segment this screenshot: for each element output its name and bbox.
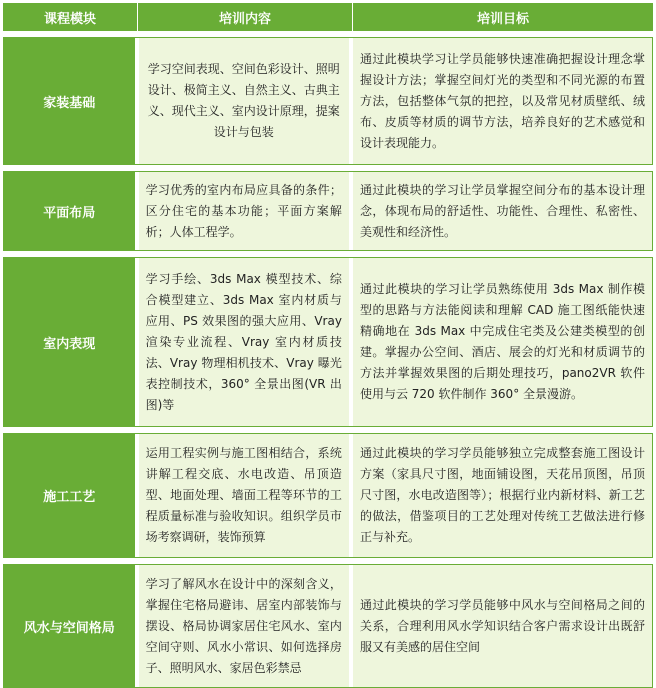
- curriculum-table: [3, 3, 653, 688]
- table-row: [3, 257, 653, 427]
- content-cell: [139, 38, 353, 164]
- goal-text: 通过此模块的学习学员能够中风水与空间格局之间的关系，合理利用风水学知识结合客户需求设计出既舒服又有美感的居住空间: [359, 597, 645, 654]
- content-text: 运用工程实例与施工图相结合，系统讲解工程交底、水电改造、吊顶造型、地面处理、墙面工程等环节的工程质量标准与验收知识。组织学员市场考察调研，装饰预算: [145, 446, 342, 544]
- table-row: [3, 171, 653, 251]
- content-cell: [139, 565, 353, 687]
- module-cell: 平面布局: [4, 172, 139, 250]
- goal-text: 通过此模块的学习学员能够独立完成整套施工图设计方案（家具尺寸图，地面铺设图，天花吊顶图，吊顶尺寸图，水电改造图等）；根据行业内新材料、新工艺的做法，借鉴项目的工艺处理对传统工艺做法进行修正与补充。: [359, 446, 645, 544]
- module-cell: 施工工艺: [4, 434, 139, 557]
- table-row: [3, 433, 653, 558]
- goal-cell: [353, 258, 652, 426]
- goal-text: 通过此模块的学习让学员熟练使用 3ds Max 制作模型的思路与方法能阅读和理解 CAD 施工图纸能快速精确地在 3ds Max 中完成住宅类及公建类模型的创建。掌握办公空间、酒店、展会的灯光和材质调节的方法并掌握效果图的后期处理技巧，pano2VR 软件使用与云 720 软件制作 360° 全景漫游。: [359, 282, 645, 401]
- goal-cell: [353, 38, 652, 164]
- header-module: 课程模块: [3, 3, 138, 31]
- content-cell: [139, 434, 353, 557]
- module-cell: 室内表现: [4, 258, 139, 426]
- goal-text: 通过此模块学习让学员能够快速准确把握设计理念掌握设计方法；掌握空间灯光的类型和不同光源的布置方法，包括整体气氛的把控，以及常见材质壁纸、绒布、皮质等材质的调节方法，培养良好的艺术感觉和设计表现能力。: [359, 51, 645, 150]
- content-cell: [139, 258, 353, 426]
- content-text: 学习了解风水在设计中的深刻含义，掌握住宅格局避讳、居室内部装饰与摆设、格局协调家居住宅风水、室内空间守则、风水小常识、如何选择房子、照明风水、家居色彩禁忌: [145, 576, 342, 675]
- table-row: [3, 564, 653, 688]
- content-text: 学习空间表现、空间色彩设计、照明设计、极简主义、自然主义、古典主义、现代主义、室内设计原理，提案设计与包装: [147, 62, 340, 139]
- header-goal: 培训目标: [476, 11, 529, 27]
- goal-cell: [353, 434, 652, 557]
- content-text: 学习优秀的室内布局应具备的条件；区分住宅的基本功能；平面方案解析；人体工程学。: [145, 182, 342, 239]
- content-text: 学习手绘、3ds Max 模型技术、综合模型建立、3ds Max 室内材质与应用、PS 效果图的强大应用、Vray 渲染专业流程、Vray 室内材质技法、Vray 物理相机技术、Vray 曝光表控制技术，360° 全景出图(VR 出图)等: [145, 271, 342, 412]
- goal-cell: [353, 565, 652, 687]
- goal-text: 通过此模块的学习让学员掌握空间分布的基本设计理念，体现布局的舒适性、功能性、合理性、私密性、美观性和经济性。: [359, 182, 645, 239]
- module-cell: 家装基础: [4, 38, 139, 164]
- module-cell: 风水与空间格局: [4, 565, 139, 687]
- header-content: 培训内容: [138, 3, 353, 31]
- table-row: [3, 37, 653, 165]
- content-cell: [139, 172, 353, 250]
- table-header: [3, 3, 653, 31]
- goal-cell: [353, 172, 652, 250]
